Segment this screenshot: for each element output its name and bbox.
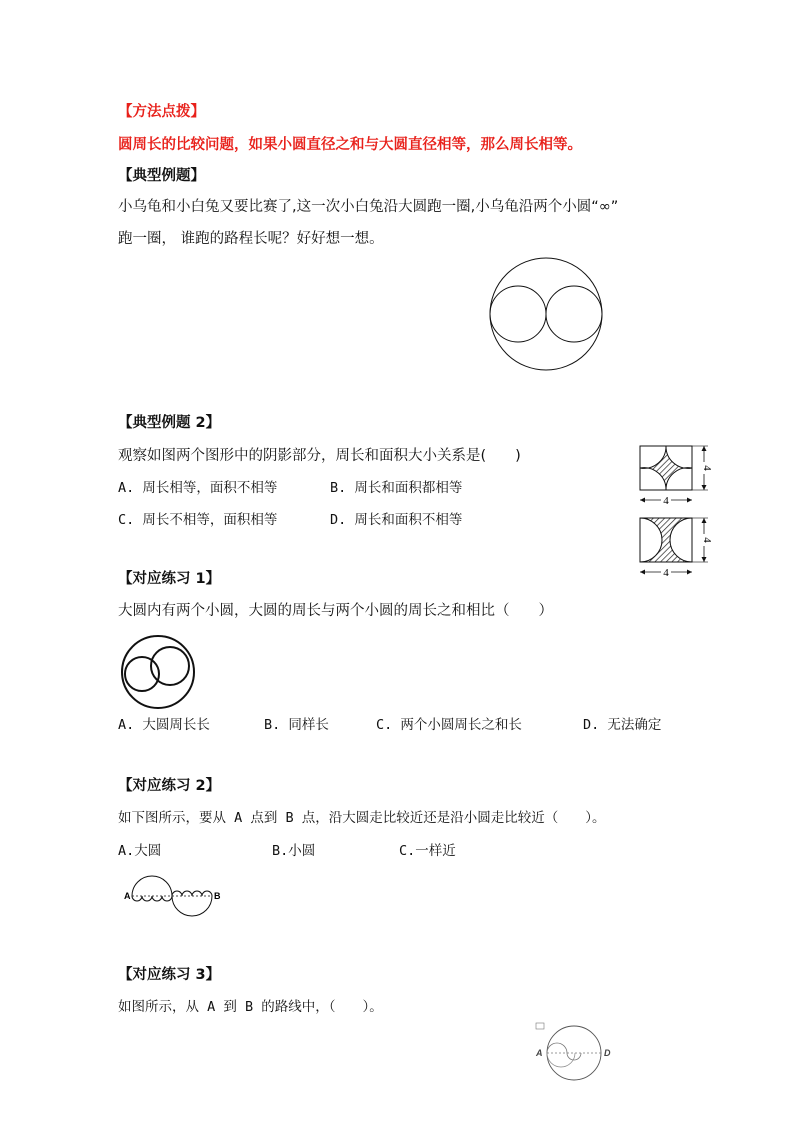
- example2-question: 观察如图两个图形中的阴影部分，周长和面积大小关系是( ): [118, 448, 521, 464]
- dim-label-bottom: 4: [663, 567, 669, 579]
- practice1-option-c: C. 两个小圆周长之和长: [376, 717, 522, 733]
- method-tip: 圆周长的比较问题，如果小圆直径之和与大圆直径相等，那么周长相等。: [118, 137, 582, 153]
- point-b-label: B: [214, 891, 221, 901]
- point-a-label: A: [124, 891, 131, 901]
- example2-option-b: B. 周长和面积都相等: [330, 480, 463, 496]
- practice3-path-figure: [522, 1020, 622, 1080]
- practice2-option-b: B.小圆: [272, 843, 316, 859]
- example2-heading: 【典型例题 2】: [118, 415, 221, 431]
- example2-figure-1: [638, 444, 718, 506]
- practice1-heading: 【对应练习 1】: [118, 571, 221, 587]
- practice2-heading: 【对应练习 2】: [118, 778, 221, 794]
- practice2-option-c: C.一样近: [399, 843, 456, 859]
- small-circle-right: [546, 286, 602, 342]
- practice1-option-d: D. 无法确定: [583, 717, 662, 733]
- shaded-star-shape: [640, 446, 692, 490]
- practice2-option-a: A.大圆: [118, 843, 162, 859]
- example1-heading: 【典型例题】: [118, 168, 205, 184]
- example1-circles-figure: [488, 260, 608, 370]
- example2-option-c: C. 周长不相等，面积相等: [118, 512, 278, 528]
- example2-option-a: A. 周长相等，面积不相等: [118, 480, 278, 496]
- small-circle-left: [125, 657, 159, 691]
- example1-line1: 小乌龟和小白兔又要比赛了,这一次小白兔沿大圆跑一圈,小乌龟沿两个小圆“∞”: [118, 199, 619, 215]
- big-arc-path: [132, 876, 172, 896]
- point-d-label: D: [604, 1048, 611, 1058]
- method-heading: 【方法点拨】: [118, 104, 205, 120]
- practice1-option-b: B. 同样长: [264, 717, 329, 733]
- small-arc-path: [132, 896, 172, 901]
- point-a-label: A: [536, 1048, 543, 1058]
- small-circle-left: [490, 286, 546, 342]
- dim-label-side: 4: [701, 465, 713, 471]
- practice2-question: 如下图所示，要从 A 点到 B 点，沿大圆走比较近还是沿小圆走比较近（ ）。: [118, 810, 606, 826]
- practice1-question: 大圆内有两个小圆，大圆的周长与两个小圆的周长之和相比（ ）: [118, 603, 553, 619]
- example1-line2: 跑一圈， 谁跑的路程长呢？好好想一想。: [118, 231, 384, 247]
- example2-figure-2: [638, 516, 718, 578]
- practice1-circles-figure: [120, 634, 200, 714]
- practice1-option-a: A. 大圆周长长: [118, 717, 210, 733]
- practice3-heading: 【对应练习 3】: [118, 967, 221, 983]
- practice3-question: 如图所示，从 A 到 B 的路线中，（ ）。: [118, 999, 383, 1015]
- example2-option-d: D. 周长和面积不相等: [330, 512, 463, 528]
- dim-label-side: 4: [701, 537, 713, 543]
- dim-label-bottom: 4: [663, 495, 669, 507]
- practice2-path-figure: [124, 876, 224, 921]
